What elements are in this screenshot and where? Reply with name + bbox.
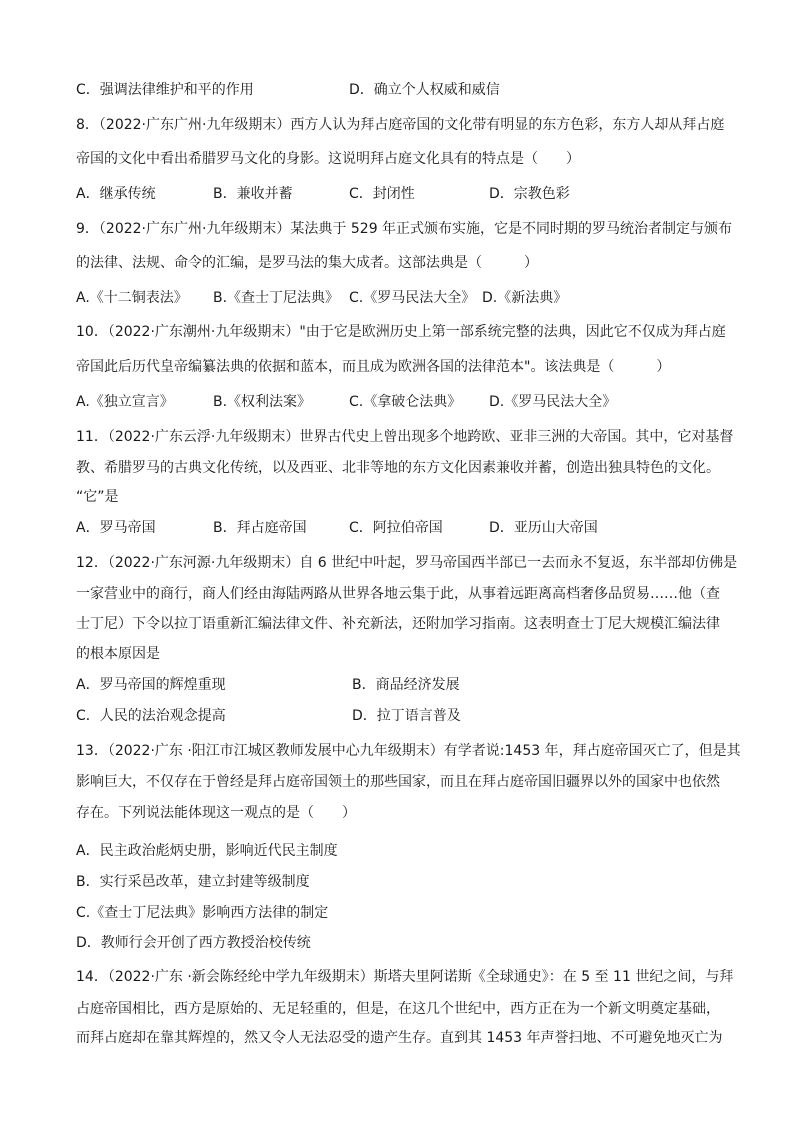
q10-option-b: B.《权利法案》 xyxy=(213,394,312,410)
q11-stem-line1: 11．（2022·广东云浮·九年级期末）世界古代史上曾出现多个地跨欧、亚非三洲的大帝国。其中，它对基督 xyxy=(76,429,734,445)
q7-option-c: C．强调法律维护和平的作用 xyxy=(76,82,254,98)
q11-option-b: B．拜占庭帝国 xyxy=(213,520,307,536)
q9-option-b: B.《查士丁尼法典》 xyxy=(213,290,340,306)
q9-option-c: C.《罗马民法大全》 xyxy=(349,290,476,306)
q13-option-b: B．实行采邑改革，建立封建等级制度 xyxy=(76,874,310,890)
q9-stem-line1: 9．（2022·广东广州·九年级期末）某法典于 529 年正式颁布实施，它是不同时期的罗马统治者制定与颁布 xyxy=(76,221,733,237)
q8-option-d: D．宗教色彩 xyxy=(489,186,570,202)
q11-option-d: D．亚历山大帝国 xyxy=(489,520,598,536)
q8-option-b: B．兼收并蓄 xyxy=(213,186,293,202)
q10-option-a: A.《独立宣言》 xyxy=(76,394,174,410)
q12-stem-line1: 12．（2022·广东河源·九年级期末）自 6 世纪中叶起，罗马帝国西半部已一去而永不复返，东半部却仿佛是 xyxy=(76,555,738,571)
q8-option-c: C．封闭性 xyxy=(349,186,415,202)
q8-stem-line2: 帝国的文化中看出希腊罗马文化的身影。这说明拜占庭文化具有的特点是（ ） xyxy=(76,151,580,167)
q12-stem-line2: 一家营业中的商行，商人们经由海陆两路从世界各地云集于此，从事着远距离高档奢侈品贸易……他（查 xyxy=(76,586,720,602)
q13-stem-line2: 影响巨大，不仅存在于曾经是拜占庭帝国领土的那些国家，而且在拜占庭帝国旧疆界以外的国家中也依然 xyxy=(76,774,720,790)
q11-option-c: C．阿拉伯帝国 xyxy=(349,520,443,536)
q10-stem-line1: 10．（2022·广东潮州·九年级期末）"由于它是欧洲历史上第一部系统完整的法典，因此它不仅成为拜占庭 xyxy=(76,324,726,340)
q8-stem-line1: 8．（2022·广东广州·九年级期末）西方人认为拜占庭帝国的文化带有明显的东方色彩，东方人却从拜占庭 xyxy=(76,117,725,133)
q11-stem-line2: 教、希腊罗马的古典文化传统，以及西亚、北非等地的东方文化因素兼收并蓄，创造出独具特色的文化。 xyxy=(76,460,720,476)
q11-stem-line3: “它”是 xyxy=(76,489,119,505)
q9-option-d: D.《新法典》 xyxy=(482,290,568,306)
q10-stem-line2: 帝国此后历代皇帝编纂法典的依据和蓝本，而且成为欧洲各国的法律范本"。该法典是（ ） xyxy=(76,359,671,375)
q8-option-a: A．继承传统 xyxy=(76,186,156,202)
q11-option-a: A．罗马帝国 xyxy=(76,520,156,536)
q10-option-c: C.《拿破仑法典》 xyxy=(349,394,462,410)
q7-option-d: D．确立个人权威和威信 xyxy=(349,82,500,98)
q13-option-d: D．教师行会开创了西方教授治校传统 xyxy=(76,935,311,951)
q12-stem-line3: 士丁尼）下令以拉丁语重新汇编法律文件、补充新法，还附加学习指南。这表明查士丁尼大规模汇编法律 xyxy=(76,616,720,632)
q10-option-d: D.《罗马民法大全》 xyxy=(489,394,617,410)
q13-stem-line3: 存在。下列说法能体现这一观点的是（ ） xyxy=(76,805,356,821)
q12-option-b: B．商品经济发展 xyxy=(352,677,460,693)
q13-option-a: A．民主政治彪炳史册，影响近代民主制度 xyxy=(76,843,338,859)
q9-option-a: A.《十二铜表法》 xyxy=(76,290,188,306)
q12-option-a: A．罗马帝国的辉煌重现 xyxy=(76,677,226,693)
q13-option-c: C.《查士丁尼法典》影响西方法律的制定 xyxy=(76,905,329,921)
q14-stem-line3: 而拜占庭却在靠其辉煌的，然又令人无法忍受的遗产生存。直到其 1453 年声誉扫地、不可避免地灭亡为 xyxy=(76,1030,723,1046)
q9-stem-line2: 的法律、法规、命令的汇编，是罗马法的集大成者。这部法典是（ ） xyxy=(76,255,538,271)
q12-stem-line4: 的根本原因是 xyxy=(76,646,160,662)
q14-stem-line2: 占庭帝国相比，西方是原始的、无足轻重的，但是，在这几个世纪中，西方正在为一个新文明奠定基础， xyxy=(76,1001,720,1017)
q14-stem-line1: 14．（2022·广东 ·新会陈经纶中学九年级期末）斯塔夫里阿诺斯《全球通史》：在 5 至 11 世纪之间，与拜 xyxy=(76,969,734,985)
q12-option-d: D．拉丁语言普及 xyxy=(352,708,461,724)
q12-option-c: C．人民的法治观念提高 xyxy=(76,708,226,724)
q13-stem-line1: 13．（2022·广东 ·阳江市江城区教师发展中心九年级期末）有学者说:1453 年，拜占庭帝国灭亡了，但是其 xyxy=(76,743,741,759)
